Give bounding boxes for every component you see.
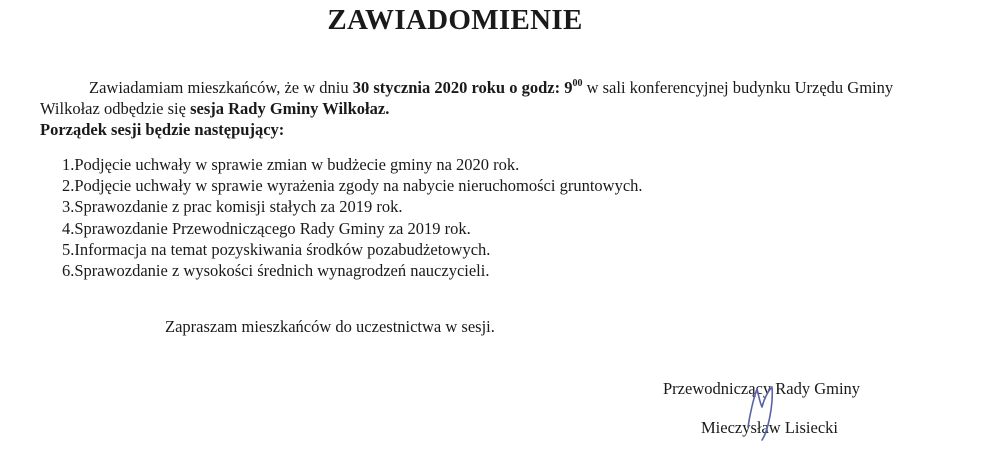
session-name: sesja Rady Gminy Wilkołaz. [190,99,390,118]
agenda-item: 6.Sprawozdanie z wysokości średnich wynagrodzeń nauczycieli. [62,261,490,281]
intro-line-1 [40,73,980,98]
meeting-date: 30 stycznia 2020 roku o godz: 9 [352,78,573,97]
intro-line-2 [40,98,980,119]
agenda-item: 3.Sprawozdanie z prac komisji stałych za 2019 rok. [62,197,403,217]
agenda-list [62,154,643,281]
agenda-item: 4.Sprawozdanie Przewodniczącego Rady Gminy za 2019 rok. [62,218,471,238]
invitation-text: Zapraszam mieszkańców do uczestnictwa w sesji. [165,317,495,336]
document-title: ZAWIADOMIENIE [327,4,583,36]
intro-text-a: Zawiadamiam mieszkańców, że w dniu [89,78,353,97]
intro-paragraph [40,73,980,140]
signatory-role: Przewodniczący Rady Gminy [663,379,861,398]
agenda-item: 1.Podjęcie uchwały w sprawie zmian w budżecie gminy na 2020 rok. [62,155,520,174]
intro-text-c: Wilkołaz odbędzie się [40,99,191,118]
agenda-item: 2.Podjęcie uchwały w sprawie wyrażenia zgody na nabycie nieruchomości gruntowych. [62,176,643,196]
handwritten-signature [742,383,782,441]
intro-text-b: w sali konferencyjnej budynku Urzędu Gminy [582,78,894,97]
signatory-name: Mieczysław Lisiecki [701,418,838,437]
agenda-heading: Porządek sesji będzie następujący: [40,120,285,139]
meeting-time-minutes: 00 [572,78,583,89]
agenda-item: 5.Informacja na temat pozyskiwania środków pozabudżetowych. [62,239,491,259]
